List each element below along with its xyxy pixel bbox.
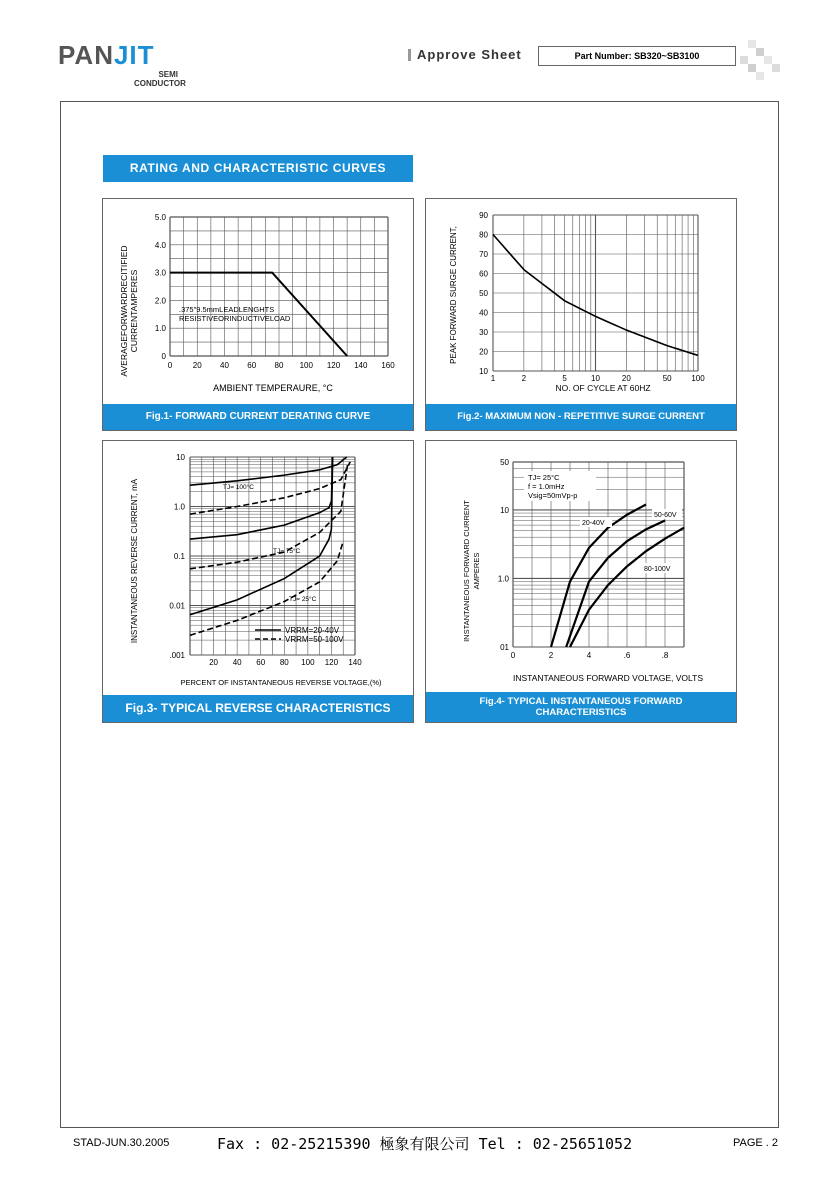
fig1-x-tick: 100 (299, 361, 313, 370)
fig3-x-tick: 40 (232, 658, 242, 667)
fig3-y-tick: 1.0 (173, 502, 185, 512)
fig3-y-tick: .001 (169, 651, 185, 660)
fig2-y-tick: 90 (479, 211, 488, 220)
fig4-label-a: 20-40V (582, 520, 605, 527)
fig3-y-ticks (169, 453, 185, 660)
fig3-caption: Fig.3- TYPICAL REVERSE CHARACTERISTICS (103, 695, 413, 722)
footer-page-number: PAGE . 2 (733, 1137, 779, 1149)
fig3-y-tick: 0.1 (173, 552, 185, 561)
fig2-y-tick: 10 (479, 367, 488, 376)
fig1-x-tick: 120 (326, 361, 341, 370)
fig4-x-tick: .8 (661, 651, 669, 660)
fig3-xlabel: PERCENT OF INSTANTANEOUS REVERSE VOLTAGE,(%) (180, 678, 382, 687)
fig2-x-tick: 1 (490, 374, 496, 383)
fig4-x-tick: 4 (586, 651, 592, 660)
fig1-note-2: RESISTIVEORINDUCTIVELOAD (179, 314, 291, 323)
fig2-y-tick: 80 (479, 230, 488, 240)
fig4-curves (551, 504, 684, 647)
fig2-y-tick: 50 (479, 289, 488, 298)
fig4-cond-3: Vsig=50mVp-p (528, 491, 578, 500)
fig4-ylabel-2: AMPERES (472, 552, 481, 590)
fig1-y-ticks (155, 213, 167, 361)
fig3-x-tick: 20 (209, 658, 219, 667)
fig3-ylabel: INSTANTANEOUS REVERSE CURRENT, mA (130, 478, 139, 644)
fig4-label-c: 80-100V (644, 566, 671, 573)
fig1-ylabel-1: AVERAGEFORWARDRECITIFIED (119, 245, 129, 377)
fig3-curves (190, 457, 350, 635)
fig3-label-t100: TJ= 100°C (223, 484, 254, 491)
fig2-x-tick: 2 (521, 374, 527, 383)
fig4-x-tick: 0 (510, 651, 516, 660)
fig1-x-tick: 20 (192, 361, 202, 370)
fig1-y-tick: 0 (161, 352, 166, 361)
fig1-y-tick: 1.0 (154, 324, 166, 334)
fig4-cond-2: f = 1.0mHz (528, 482, 565, 491)
logo-main-text: PAN (58, 40, 114, 70)
fig3-x-tick: 100 (301, 658, 315, 667)
figure-1 (102, 198, 414, 431)
fig4-xlabel: INSTANTANEOUS FORWARD VOLTAGE, VOLTS (512, 673, 704, 683)
fig2-y-tick: 60 (479, 269, 488, 279)
fig1-caption: Fig.1- FORWARD CURRENT DERATING CURVE (103, 404, 413, 430)
fig3-x-tick: 140 (348, 658, 362, 667)
figure-2 (425, 198, 737, 431)
fig3-x-ticks (209, 658, 362, 667)
fig2-x-tick: 100 (691, 374, 705, 383)
fig4-caption (426, 692, 736, 722)
fig4-label-b: 50-60V (654, 512, 677, 519)
fig2-y-tick: 40 (479, 308, 488, 318)
fig2-x-tick: 50 (662, 374, 672, 383)
fig1-ylabel-2: CURRENTAMPERES (129, 269, 139, 353)
fig1-note-1: .375"9.5mmLEADLENGHTS (179, 305, 275, 314)
fig1-y-tick: 3.0 (154, 268, 166, 278)
fig2-y-tick: 20 (479, 347, 488, 357)
fig1-x-tick: 140 (354, 361, 368, 370)
footer-doc-id: STAD-JUN.30.2005 (73, 1137, 170, 1149)
fig1-x-tick: 0 (167, 361, 173, 370)
fig4-ylabel-1: INSTANTANEOUS FORWARD CURRENT (462, 500, 471, 642)
fig2-ylabel: PEAK FORWARD SURGE CURRENT, (449, 226, 458, 364)
fig2-x-tick: 20 (621, 374, 631, 383)
title-marker (408, 49, 411, 61)
fig3-y-tick: 10 (176, 453, 185, 462)
fig4-y-tick: 50 (500, 458, 509, 467)
fig2-x-tick: 5 (562, 374, 567, 383)
fig4-y-tick: 1.0 (497, 574, 509, 584)
fig1-x-tick: 80 (274, 361, 284, 370)
fig1-x-tick: 40 (220, 361, 229, 370)
logo-subtitle (134, 70, 186, 88)
fig1-x-ticks (168, 361, 395, 370)
fig3-x-tick: 80 (279, 658, 289, 667)
fig3-x-tick: 60 (256, 658, 266, 667)
fig4-series-line (566, 521, 665, 647)
section-title: RATING AND CHARACTERISTIC CURVES (103, 155, 413, 182)
fig3-legend-2: VRRM=50-100V (285, 635, 344, 644)
fig1-grid (170, 217, 388, 356)
document-type: Approve Sheet (417, 47, 522, 62)
fig3-label-t25: TJ= 25°C (289, 596, 317, 603)
fig1-x-tick: 60 (247, 361, 257, 370)
part-number-box: Part Number: SB320~SB3100 (538, 46, 736, 66)
fig2-caption: Fig.2- MAXIMUM NON - REPETITIVE SURGE CURRENT (426, 404, 736, 430)
fig2-x-ticks (491, 374, 705, 383)
fig1-y-tick: 2.0 (154, 296, 166, 306)
fig4-y-tick: 01 (500, 643, 509, 652)
footer-contact: Fax : 02-25215390 極象有限公司 Tel : 02-25651052 (217, 1135, 633, 1153)
fig3-legend-1: VRRM=20-40V (285, 626, 340, 635)
fig2-y-tick: 70 (479, 250, 488, 259)
fig2-chart (426, 199, 736, 404)
fig3-y-tick: 0.01 (169, 601, 185, 611)
fig1-y-tick: 5.0 (154, 213, 166, 222)
company-logo (58, 40, 155, 71)
fig3-chart (103, 441, 413, 693)
fig4-x-tick: .6 (623, 651, 631, 660)
fig4-x-tick: 2 (548, 651, 554, 660)
fig4-y-tick: 10 (500, 505, 509, 515)
fig4-cond-1: TJ= 25°C (528, 473, 560, 482)
logo-sub-line-2: CONDUCTOR (134, 79, 186, 88)
fig4-chart (426, 441, 736, 693)
fig3-series-line (190, 457, 333, 539)
figure-3 (102, 440, 414, 723)
fig3-series-line (190, 457, 333, 615)
checker-decoration-icon (740, 40, 780, 80)
fig4-y-ticks (498, 458, 510, 652)
fig1-chart (103, 199, 413, 404)
logo-accent-text: JIT (113, 40, 155, 70)
figure-4 (425, 440, 737, 723)
fig1-x-tick: 160 (381, 361, 395, 370)
fig4-caption-line-2: CHARACTERISTICS (535, 707, 627, 718)
fig4-x-ticks (511, 651, 669, 660)
fig2-y-tick: 30 (479, 328, 488, 337)
fig1-xlabel: AMBIENT TEMPERAURE, °C (213, 383, 333, 393)
fig2-y-ticks (479, 211, 488, 376)
fig1-y-tick: 4.0 (154, 240, 166, 250)
fig3-x-tick: 120 (324, 658, 339, 667)
fig2-xlabel: NO. OF CYCLE AT 60HZ (555, 383, 651, 393)
logo-sub-line-1: SEMI (158, 70, 178, 79)
fig4-caption-line-1: Fig.4- TYPICAL INSTANTANEOUS FORWARD (479, 696, 683, 707)
fig2-x-tick: 10 (591, 374, 600, 383)
fig3-label-t75: TJ= 75°C (273, 548, 301, 555)
fig2-grid (493, 215, 698, 371)
